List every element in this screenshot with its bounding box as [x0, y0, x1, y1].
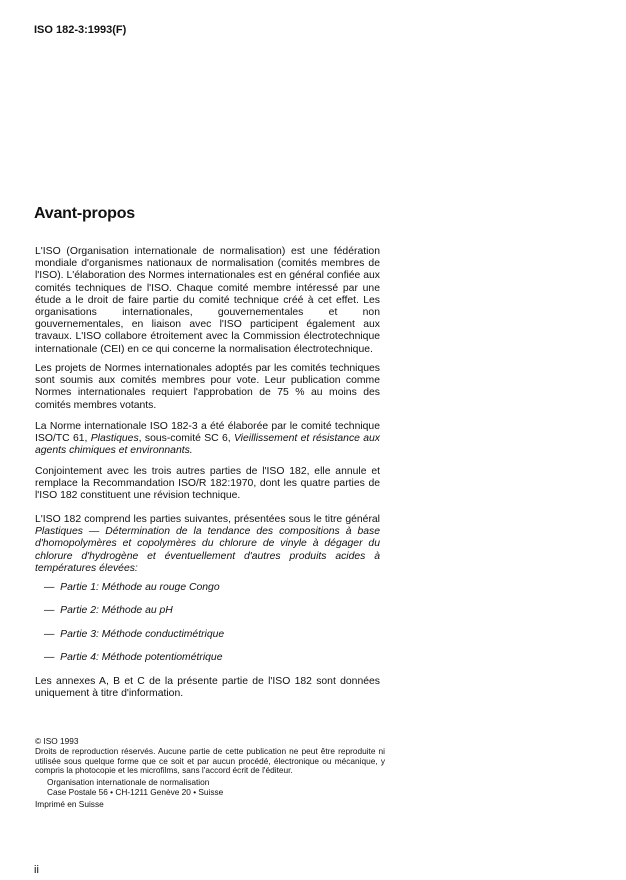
part-label: Partie 1: Méthode au rouge Congo	[60, 582, 220, 593]
text: , sous-comité SC 6,	[138, 433, 234, 445]
document-id-header: ISO 182-3:1993(F)	[34, 24, 127, 36]
list-item	[44, 652, 222, 663]
printed-in: Imprimé en Suisse	[35, 799, 104, 809]
rights-notice: Droits de reproduction réservés. Aucune partie de cette publication ne peut être reproduite ni utilisée sous quelque forme que ce soit et par aucun procédé, électronique ou mécanique, y compris la photocopie et les microfilms, sans l'accord écrit de l'éditeur.	[35, 746, 385, 776]
paragraph-parts-intro	[35, 514, 380, 575]
list-item	[44, 582, 220, 593]
page-number: ii	[34, 864, 39, 876]
text: L'ISO 182 comprend les parties suivantes, présentées sous le titre général	[35, 514, 380, 525]
section-title: Avant-propos	[34, 205, 136, 222]
copyright: © ISO 1993	[35, 736, 79, 746]
part-label: Partie 3: Méthode conductimétrique	[60, 629, 225, 640]
paragraph-replacement: Conjointement avec les trois autres parties de l'ISO 182, elle annule et remplace la Recommandation ISO/R 182:1970, dont les quatre parties de l'ISO 182 constituent une révision technique.	[35, 466, 380, 502]
list-item	[44, 605, 173, 616]
dash: —	[44, 582, 55, 593]
general-title: Plastiques — Détermination de la tendance des compositions à base d'homopolymères et copolymères du chlorure de vinyle à dégager du chlorure d'hydrogène et éventuellement d'autres produits acides à températures élevées:	[35, 526, 380, 574]
dash: —	[44, 652, 55, 663]
text-italic: Vieillissement et résistance aux agents chimiques et environnants.	[35, 433, 380, 457]
paragraph-committee	[35, 421, 380, 458]
text: La Norme internationale ISO 182-3 a été élaborée par le comité technique ISO/TC 61,	[35, 421, 380, 445]
part-label: Partie 4: Méthode potentiométrique	[60, 652, 223, 663]
postal-address: Case Postale 56 • CH-1211 Genève 20 • Suisse	[47, 787, 224, 797]
text-italic: Plastiques	[90, 433, 139, 445]
dash: —	[44, 629, 55, 640]
paragraph-iso-intro: L'ISO (Organisation internationale de normalisation) est une fédération mondiale d'organismes nationaux de normalisation (comités membres de l'ISO). L'élaboration des Normes internationales est en général confiée aux comités techniques de l'ISO. Chaque comité membre intéressé par une étude a le droit de faire partie du comité technique créé à cet effet. Les organisations internationales, gouvernementales et non gouvernementales, en liaison avec l'ISO participent également aux travaux. L'ISO collabore étroitement avec la Commission électrotechnique internationale (CEI) en ce qui concerne la normalisation électrotechnique.	[35, 246, 380, 355]
dash: —	[44, 605, 55, 616]
paragraph-voting: Les projets de Normes internationales adoptés par les comités techniques sont soumis aux comités membres pour vote. Leur publication comme Normes internationales requiert l'approbation de 75 % au moins des comités membres votants.	[35, 363, 380, 411]
part-label: Partie 2: Méthode au pH	[60, 605, 173, 616]
paragraph-annexes: Les annexes A, B et C de la présente partie de l'ISO 182 sont données uniquement à titre d'information.	[35, 676, 380, 700]
list-item	[44, 629, 224, 640]
organisation-name: Organisation internationale de normalisation	[47, 777, 210, 787]
